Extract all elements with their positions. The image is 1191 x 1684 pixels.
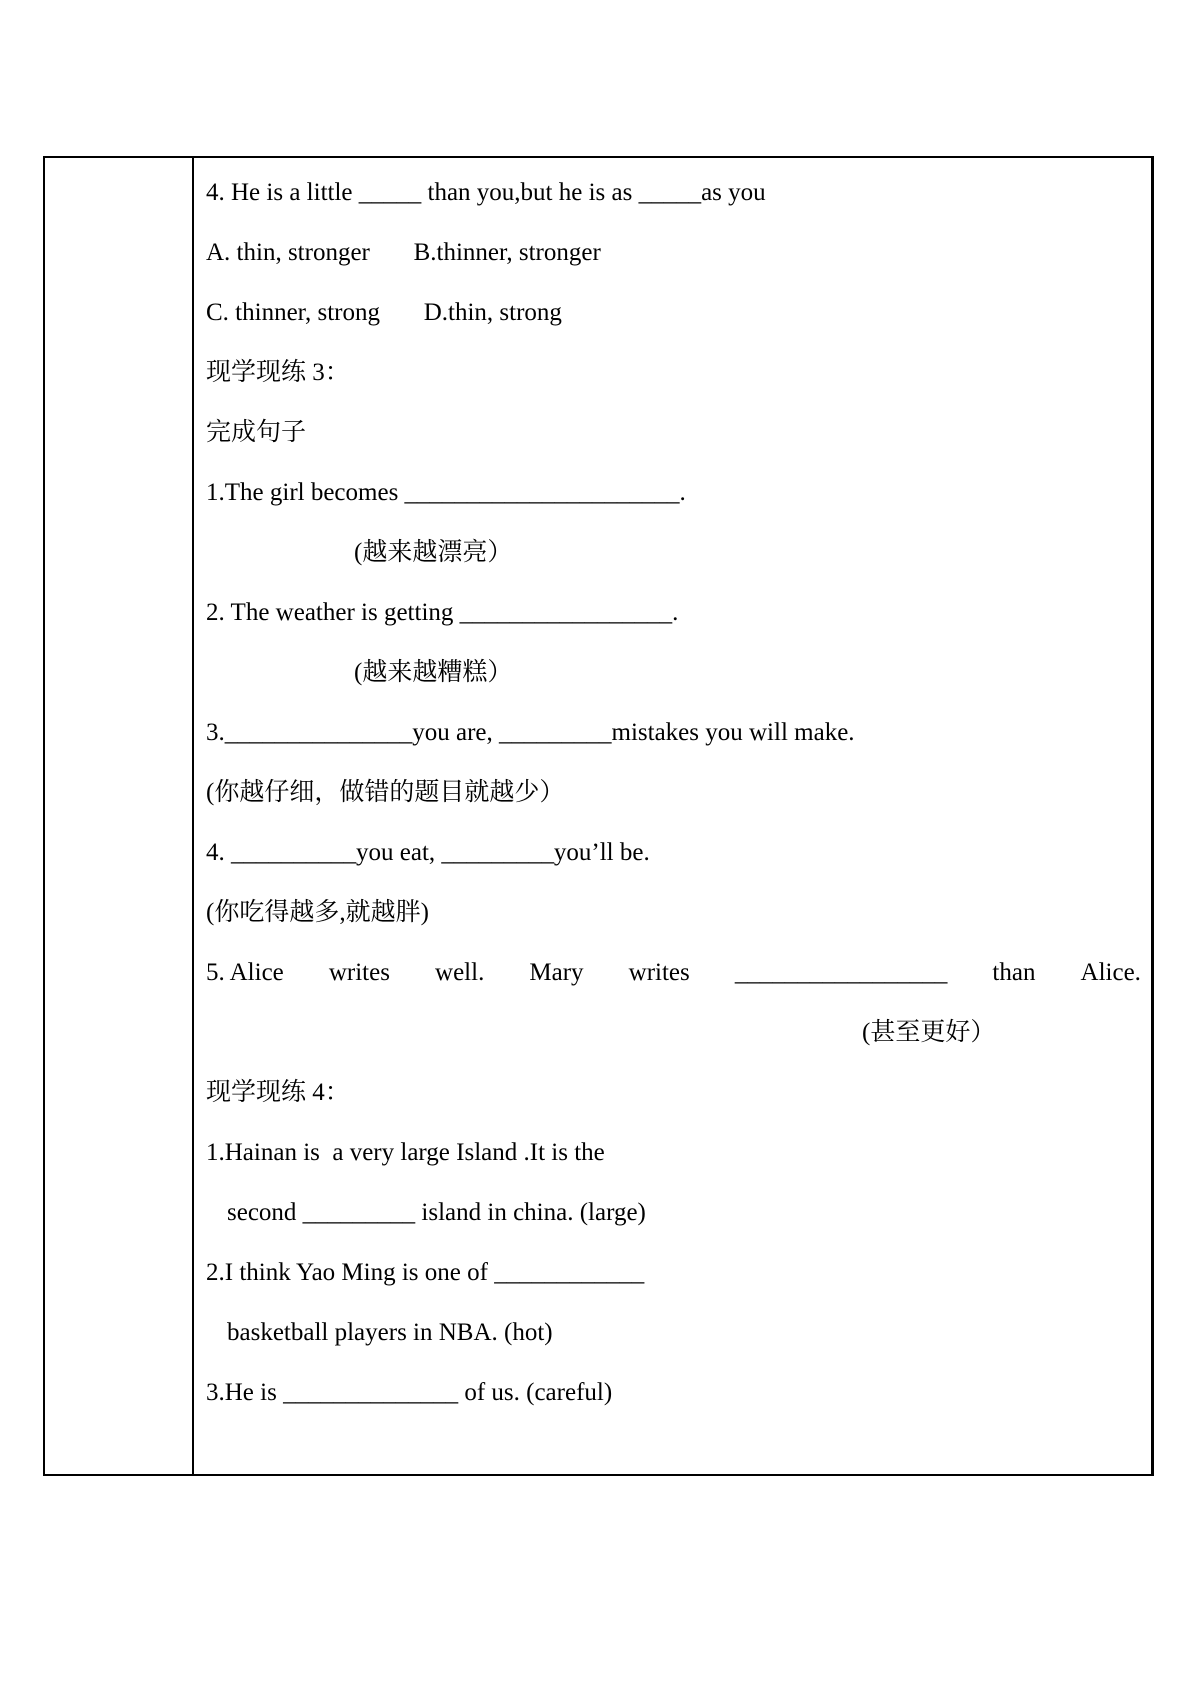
- worksheet-table: [43, 156, 1154, 1476]
- question-4-options-ab: A. thin, stronger B.thinner, stronger: [206, 239, 601, 266]
- question-4-stem: 4. He is a little _____ than you,but he is as _____as you: [206, 179, 766, 206]
- exercise-1-line-1: 1.Hainan is a very large Island .It is the: [206, 1139, 605, 1166]
- sentence-4: 4. __________you eat, _________you’ll be.: [206, 839, 650, 866]
- sentence-4-hint: (你吃得越多,就越胖): [206, 899, 429, 926]
- exercise-2-line-2: basketball players in NBA. (hot): [227, 1319, 553, 1346]
- sentence-3-hint: (你越仔细，做错的题目就越少）: [206, 779, 565, 806]
- section-heading-practice-4: 现学现练 4：: [206, 1079, 350, 1106]
- exercise-3: 3.He is ______________ of us. (careful): [206, 1379, 613, 1406]
- left-cell: [45, 158, 194, 1474]
- section-instruction: 完成句子: [206, 419, 307, 446]
- sentence-5-word: than: [992, 959, 1036, 986]
- sentence-5-hint: (甚至更好）: [862, 1019, 996, 1046]
- question-4-options-cd: C. thinner, strong D.thin, strong: [206, 299, 562, 326]
- sentence-1-hint: (越来越漂亮）: [354, 539, 513, 566]
- sentence-5: [206, 953, 1141, 993]
- sentence-5-word: writes: [628, 959, 690, 986]
- sentence-5-word: 5. Alice: [206, 959, 284, 986]
- sentence-1: 1.The girl becomes ______________________.: [206, 479, 686, 506]
- exercise-2-line-1: 2.I think Yao Ming is one of ____________: [206, 1259, 645, 1286]
- sentence-5-word: well.: [435, 959, 485, 986]
- exercise-1-line-2: second _________ island in china. (large): [227, 1199, 646, 1226]
- sentence-2-hint: (越来越糟糕）: [354, 659, 513, 686]
- sentence-3: 3._______________you are, _________mistakes you will make.: [206, 719, 855, 746]
- sentence-5-word: writes: [328, 959, 390, 986]
- section-heading-practice-3: 现学现练 3：: [206, 359, 350, 386]
- sentence-5-word: Mary: [529, 959, 584, 986]
- sentence-2: 2. The weather is getting _________________.: [206, 599, 679, 626]
- sentence-5-word: Alice.: [1080, 959, 1141, 986]
- sentence-5-blank: _________________: [734, 959, 948, 986]
- content-cell: [194, 158, 1151, 1474]
